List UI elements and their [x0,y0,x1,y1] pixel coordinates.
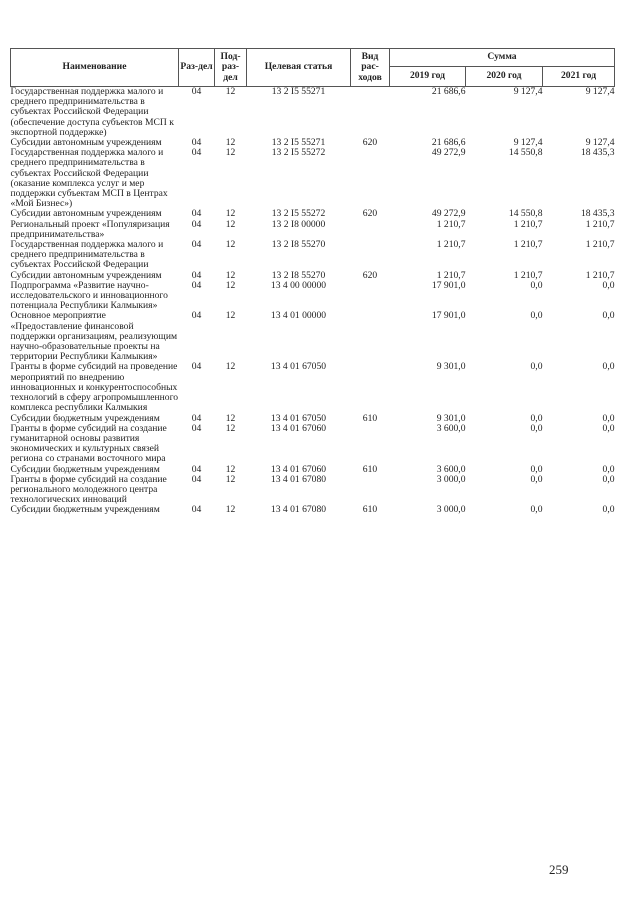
row-sum-2021: 0,0 [602,412,615,424]
row-name: Субсидии автономным учреждениям [10,137,162,149]
row-sum-2021: 18 435,3 [580,147,615,159]
row-podrazdel: 12 [225,218,236,230]
row-target: 13 4 00 00000 [270,279,327,291]
row-podrazdel: 12 [225,269,236,281]
header-sum: Сумма [390,49,615,67]
row-podrazdel: 12 [225,473,236,485]
row-name: Государственная поддержка малого и среднего предпринимательства в субъектах Российской Федерации (обеспечение доступа субъектов МСП к экспортной поддержке) [10,86,174,138]
row-razdel: 04 [191,412,202,424]
row-podrazdel: 12 [225,361,236,373]
row-name: Государственная поддержка малого и среднего предпринимательства в субъектах Российской Федерации (оказание комплекса услуг и мер поддержки субъектам МСП в Центрах «Мой Бизнес») [10,147,168,210]
row-vid: 620 [362,137,378,149]
budget-table [10,48,615,516]
row-sum-2019: 9 301,0 [436,361,466,373]
row-sum-2020: 0,0 [530,422,543,434]
row-podrazdel: 12 [225,412,236,424]
row-razdel: 04 [191,279,202,291]
row-sum-2021: 18 435,3 [580,208,615,220]
row-target: 13 4 01 00000 [270,310,327,322]
table-row [11,311,615,362]
row-sum-2021: 0,0 [602,473,615,485]
row-vid [351,475,390,506]
row-sum-2019: 21 686,6 [431,137,466,149]
table-row [11,281,615,312]
row-name: Субсидии автономным учреждениям [10,208,162,220]
row-target: 13 4 01 67060 [270,422,327,434]
row-sum-2021: 9 127,4 [585,86,615,97]
row-target: 13 4 01 67080 [270,473,327,485]
row-sum-2021: 0,0 [602,279,615,291]
row-podrazdel: 12 [225,422,236,434]
row-sum-2020: 0,0 [530,473,543,485]
row-sum-2019: 9 301,0 [436,412,466,424]
row-podrazdel: 12 [225,208,236,220]
row-name: Субсидии бюджетным учреждениям [10,412,160,424]
row-target: 13 4 01 67080 [270,504,327,516]
header-2020: 2020 год [466,67,543,87]
row-name: Субсидии бюджетным учреждениям [10,463,160,475]
header-razdel: Раз-дел [179,49,215,87]
row-sum-2019: 49 272,9 [431,147,466,159]
row-razdel: 04 [191,147,202,159]
row-target: 13 2 I5 55272 [271,147,326,159]
header-2019: 2019 год [390,67,466,87]
row-razdel: 04 [191,463,202,475]
row-vid: 610 [362,463,378,475]
row-sum-2020: 9 127,4 [513,86,543,97]
row-razdel: 04 [191,473,202,485]
row-sum-2019: 21 686,6 [431,86,466,97]
row-name: Региональный проект «Популяризация предпринимательства» [10,218,170,240]
row-sum-2020: 0,0 [530,310,543,322]
table-row [11,220,615,240]
row-razdel: 04 [191,269,202,281]
header-target: Целевая статья [247,49,351,87]
header-podrazdel: Под-раз-дел [215,49,247,87]
table-row [11,240,615,271]
row-sum-2019: 1 210,7 [436,239,466,251]
header-name: Наименование [11,49,179,87]
row-target: 13 4 01 67050 [270,361,327,373]
row-sum-2020: 0,0 [530,504,543,516]
row-sum-2019: 3 000,0 [436,473,466,485]
row-razdel: 04 [191,239,202,251]
row-sum-2020: 0,0 [530,463,543,475]
row-vid [351,148,390,209]
row-vid [351,220,390,240]
row-sum-2019: 1 210,7 [436,218,466,230]
row-sum-2020: 1 210,7 [513,239,543,251]
row-sum-2020: 0,0 [530,361,543,373]
row-sum-2020: 0,0 [530,412,543,424]
page-number: 259 [549,862,569,877]
row-podrazdel: 12 [225,504,236,516]
row-sum-2019: 3 000,0 [436,504,466,516]
row-sum-2020: 0,0 [530,279,543,291]
table-row [11,424,615,465]
row-podrazdel: 12 [225,463,236,475]
row-name: Основное мероприятие «Предоставление финансовой поддержки организациям, реализующим научно-образовательные проекты на территории Республики Калмыкия» [10,310,178,363]
table-row [11,362,615,413]
row-sum-2021: 9 127,4 [585,137,615,149]
row-sum-2020: 14 550,8 [508,147,543,159]
row-razdel: 04 [191,310,202,322]
row-sum-2019: 49 272,9 [431,208,466,220]
row-vid: 610 [362,504,378,516]
row-podrazdel: 12 [225,310,236,322]
row-target: 13 2 I5 55271 [271,86,326,97]
row-sum-2020: 1 210,7 [513,218,543,230]
row-podrazdel: 12 [225,86,236,97]
row-razdel: 04 [191,86,202,97]
row-target: 13 4 01 67050 [270,412,327,424]
row-vid [351,240,390,271]
row-sum-2021: 0,0 [602,504,615,516]
row-name: Государственная поддержка малого и среднего предпринимательства в субъектах Российской Федерации [10,239,164,271]
row-vid: 620 [362,269,378,281]
table-row [11,505,615,515]
row-razdel: 04 [191,504,202,516]
row-vid [351,424,390,465]
row-name: Субсидии бюджетным учреждениям [10,504,160,516]
row-razdel: 04 [191,422,202,434]
row-razdel: 04 [191,208,202,220]
row-target: 13 4 01 67060 [270,463,327,475]
row-name: Гранты в форме субсидий на создание гуманитарной основы развития экономических и культурных связей региона со странами восточного мира [10,422,167,465]
table-header [11,49,615,87]
row-vid [351,362,390,413]
row-target: 13 2 I8 55270 [271,269,326,281]
row-sum-2021: 0,0 [602,422,615,434]
row-sum-2020: 14 550,8 [508,208,543,220]
row-podrazdel: 12 [225,147,236,159]
row-target: 13 2 I8 00000 [271,218,326,230]
row-sum-2021: 0,0 [602,361,615,373]
row-vid [351,311,390,362]
row-vid: 620 [362,208,378,220]
row-razdel: 04 [191,137,202,149]
table-row [11,475,615,506]
row-razdel: 04 [191,218,202,230]
row-name: Гранты в форме субсидий на проведение мероприятий по внедрению инновационных и конкурентоспособных технологий в сферу агропромышленного комплекса республики Калмыкия [10,361,179,414]
row-sum-2019: 1 210,7 [436,269,466,281]
row-sum-2021: 1 210,7 [585,269,615,281]
row-sum-2021: 1 210,7 [585,239,615,251]
row-vid: 610 [362,412,378,424]
row-sum-2021: 0,0 [602,463,615,475]
header-vid: Вид рас-ходов [351,49,390,87]
header-2021: 2021 год [543,67,615,87]
row-target: 13 2 I5 55272 [271,208,326,220]
row-vid [351,87,390,139]
row-sum-2019: 3 600,0 [436,463,466,475]
row-target: 13 2 I8 55270 [271,239,326,251]
table-row [11,87,615,139]
row-vid [351,281,390,312]
row-sum-2019: 17 901,0 [431,310,466,322]
row-target: 13 2 I5 55271 [271,137,326,149]
row-sum-2019: 3 600,0 [436,422,466,434]
row-name: Субсидии автономным учреждениям [10,269,162,281]
row-podrazdel: 12 [225,137,236,149]
row-razdel: 04 [191,361,202,373]
row-sum-2020: 9 127,4 [513,137,543,149]
row-name: Гранты в форме субсидий на создание регионального молодежного центра технологических инноваций [10,473,167,506]
row-sum-2021: 1 210,7 [585,218,615,230]
row-podrazdel: 12 [225,279,236,291]
row-sum-2020: 1 210,7 [513,269,543,281]
row-name: Подпрограмма «Развитие научно-исследовательского и инновационного потенциала Республики Калмыкия» [10,279,168,312]
row-sum-2021: 0,0 [602,310,615,322]
row-podrazdel: 12 [225,239,236,251]
table-row [11,148,615,209]
row-sum-2019: 17 901,0 [431,279,466,291]
table-body [11,87,615,516]
